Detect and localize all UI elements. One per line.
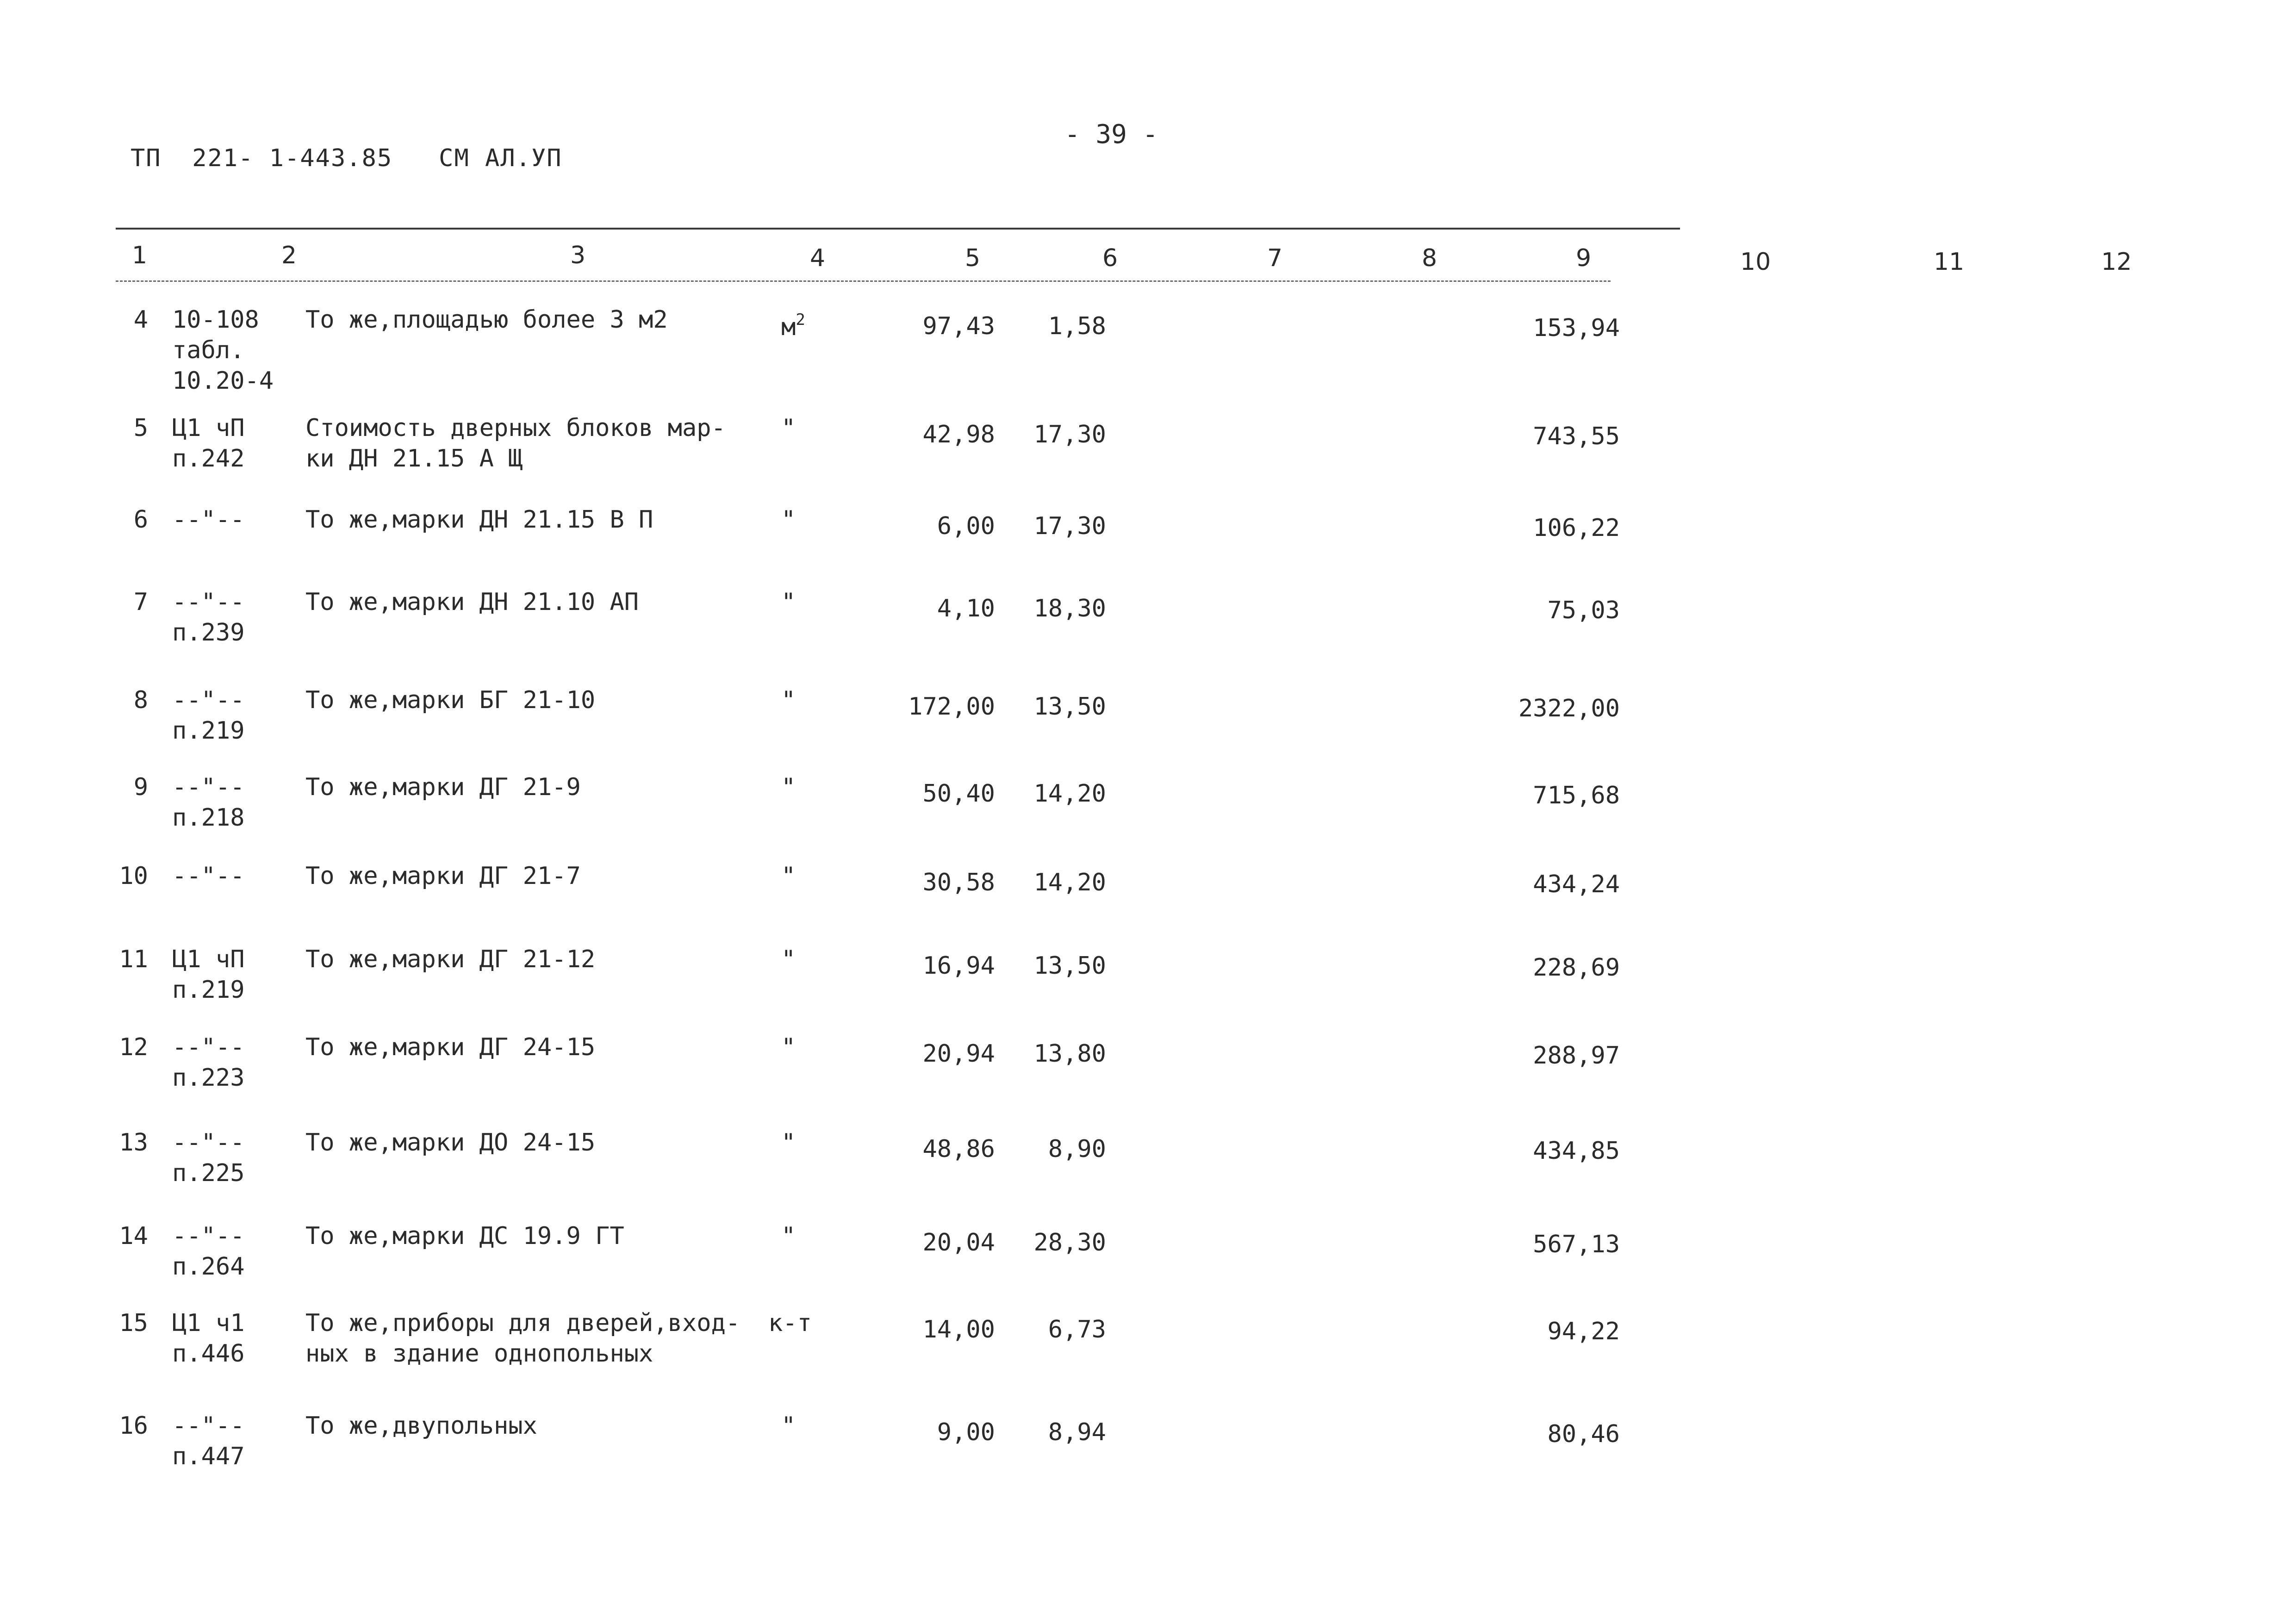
price-reference: --"-- bbox=[172, 1412, 245, 1440]
unit-text: " bbox=[781, 414, 796, 442]
price-reference: --"-- bbox=[172, 588, 245, 616]
unit-superscript: 2 bbox=[796, 311, 805, 329]
column-number: 10 bbox=[1740, 248, 1771, 276]
price-reference: --"-- bbox=[172, 773, 245, 801]
quantity: 16,94 bbox=[922, 952, 995, 980]
unit bbox=[781, 305, 805, 342]
unit-price: 1,58 bbox=[1048, 312, 1106, 340]
unit-text: к-т bbox=[768, 1309, 812, 1337]
price-reference: п.447 bbox=[172, 1443, 245, 1470]
unit-text: м bbox=[781, 313, 796, 341]
row-number: 5 bbox=[133, 414, 148, 442]
work-description: То же,марки ДН 21.15 В П bbox=[305, 506, 653, 534]
unit-price: 17,30 bbox=[1033, 421, 1106, 448]
unit-text: " bbox=[781, 686, 796, 714]
unit-text: " bbox=[781, 773, 796, 801]
unit-price: 13,50 bbox=[1033, 952, 1106, 980]
unit bbox=[781, 944, 796, 975]
total-cost: 434,24 bbox=[1533, 871, 1620, 898]
document-code: ТП 221- 1-443.85 СМ АЛ.УП bbox=[131, 144, 562, 172]
quantity: 9,00 bbox=[937, 1418, 995, 1446]
total-cost: 80,46 bbox=[1547, 1420, 1620, 1448]
total-cost: 153,94 bbox=[1533, 314, 1620, 342]
work-description: ки ДН 21.15 А Щ bbox=[305, 445, 523, 473]
work-description: Стоимость дверных блоков мар- bbox=[305, 414, 726, 442]
quantity: 42,98 bbox=[922, 421, 995, 448]
unit bbox=[768, 1308, 812, 1338]
unit-price: 14,20 bbox=[1033, 869, 1106, 896]
work-description: То же,марки БГ 21-10 bbox=[305, 686, 596, 714]
quantity: 30,58 bbox=[922, 869, 995, 896]
total-cost: 567,13 bbox=[1533, 1231, 1620, 1258]
unit-price: 14,20 bbox=[1033, 780, 1106, 808]
unit bbox=[781, 1127, 796, 1158]
column-number: 7 bbox=[1267, 244, 1283, 272]
price-reference: Ц1 чП bbox=[172, 945, 245, 973]
unit-text: " bbox=[781, 506, 796, 534]
unit bbox=[781, 587, 796, 617]
unit bbox=[781, 413, 796, 443]
work-description: То же,марки ДГ 21-12 bbox=[305, 945, 596, 973]
price-reference: --"-- bbox=[172, 862, 245, 890]
unit bbox=[781, 1032, 796, 1063]
work-description: То же,приборы для дверей,вход- bbox=[305, 1309, 740, 1337]
row-number: 7 bbox=[133, 588, 148, 616]
row-number: 10 bbox=[119, 862, 148, 890]
price-reference: п.219 bbox=[172, 976, 245, 1004]
column-number: 1 bbox=[132, 242, 148, 269]
price-reference: --"-- bbox=[172, 686, 245, 714]
row-number: 6 bbox=[133, 506, 148, 534]
row-number: 14 bbox=[119, 1222, 148, 1250]
unit-price: 8,90 bbox=[1048, 1135, 1106, 1163]
table-top-rule bbox=[116, 228, 1680, 230]
price-reference: табл. bbox=[172, 336, 245, 364]
quantity: 20,04 bbox=[922, 1229, 995, 1256]
row-number: 13 bbox=[119, 1129, 148, 1157]
price-reference: --"-- bbox=[172, 1222, 245, 1250]
price-reference: п.242 bbox=[172, 445, 245, 473]
total-cost: 743,55 bbox=[1533, 423, 1620, 450]
unit-price: 18,30 bbox=[1033, 595, 1106, 622]
unit-price: 8,94 bbox=[1048, 1418, 1106, 1446]
column-number: 9 bbox=[1576, 244, 1592, 272]
unit-price: 28,30 bbox=[1033, 1229, 1106, 1256]
total-cost: 94,22 bbox=[1547, 1318, 1620, 1345]
unit-text: " bbox=[781, 862, 796, 890]
price-reference: 10-108 bbox=[172, 306, 259, 334]
price-reference: п.218 bbox=[172, 804, 245, 832]
unit-text: " bbox=[781, 588, 796, 616]
row-number: 4 bbox=[133, 306, 148, 334]
column-number: 8 bbox=[1422, 244, 1437, 272]
work-description: То же,марки ДГ 21-9 bbox=[305, 773, 581, 801]
price-reference: п.264 bbox=[172, 1253, 245, 1281]
row-number: 16 bbox=[119, 1412, 148, 1440]
work-description: То же,марки ДН 21.10 АП bbox=[305, 588, 639, 616]
total-cost: 288,97 bbox=[1533, 1042, 1620, 1070]
unit-price: 17,30 bbox=[1033, 512, 1106, 540]
column-number: 12 bbox=[2101, 248, 2132, 276]
price-reference: --"-- bbox=[172, 506, 245, 534]
unit bbox=[781, 772, 796, 802]
price-reference: п.225 bbox=[172, 1159, 245, 1187]
row-number: 12 bbox=[119, 1033, 148, 1061]
quantity: 4,10 bbox=[937, 595, 995, 622]
quantity: 20,94 bbox=[922, 1040, 995, 1068]
price-reference: Ц1 ч1 bbox=[172, 1309, 245, 1337]
row-number: 11 bbox=[119, 945, 148, 973]
work-description: ных в здание однопольных bbox=[305, 1340, 653, 1368]
price-reference: п.446 bbox=[172, 1340, 245, 1368]
price-reference: 10.20-4 bbox=[172, 367, 274, 395]
total-cost: 228,69 bbox=[1533, 954, 1620, 982]
quantity: 6,00 bbox=[937, 512, 995, 540]
total-cost: 715,68 bbox=[1533, 782, 1620, 809]
work-description: То же,марки ДГ 21-7 bbox=[305, 862, 581, 890]
work-description: То же,марки ДГ 24-15 bbox=[305, 1033, 596, 1061]
header-bottom-rule bbox=[116, 280, 1611, 282]
price-reference: п.219 bbox=[172, 717, 245, 745]
quantity: 172,00 bbox=[908, 693, 995, 721]
column-number: 4 bbox=[810, 244, 826, 272]
work-description: То же,марки ДО 24-15 bbox=[305, 1129, 596, 1157]
unit-text: " bbox=[781, 1222, 796, 1250]
price-reference: Ц1 чП bbox=[172, 414, 245, 442]
quantity: 97,43 bbox=[922, 312, 995, 340]
total-cost: 75,03 bbox=[1547, 597, 1620, 624]
work-description: То же,двупольных bbox=[305, 1412, 537, 1440]
unit-text: " bbox=[781, 945, 796, 973]
quantity: 14,00 bbox=[922, 1316, 995, 1343]
total-cost: 106,22 bbox=[1533, 514, 1620, 542]
unit bbox=[781, 685, 796, 715]
price-reference: п.239 bbox=[172, 619, 245, 647]
price-reference: --"-- bbox=[172, 1129, 245, 1157]
price-reference: --"-- bbox=[172, 1033, 245, 1061]
row-number: 15 bbox=[119, 1309, 148, 1337]
unit-price: 13,80 bbox=[1033, 1040, 1106, 1068]
work-description: То же,площадью более 3 м2 bbox=[305, 306, 668, 334]
unit-text: " bbox=[781, 1033, 796, 1061]
total-cost: 2322,00 bbox=[1518, 695, 1620, 722]
row-number: 8 bbox=[133, 686, 148, 714]
price-reference: п.223 bbox=[172, 1064, 245, 1092]
unit bbox=[781, 1411, 796, 1441]
total-cost: 434,85 bbox=[1533, 1137, 1620, 1165]
work-description: То же,марки ДС 19.9 ГТ bbox=[305, 1222, 624, 1250]
page-number: - 39 - bbox=[1064, 119, 1158, 149]
column-number: 11 bbox=[1934, 248, 1965, 276]
column-number: 3 bbox=[570, 242, 586, 269]
unit-text: " bbox=[781, 1129, 796, 1157]
quantity: 48,86 bbox=[922, 1135, 995, 1163]
column-number: 6 bbox=[1102, 244, 1118, 272]
column-number: 5 bbox=[965, 244, 981, 272]
unit bbox=[781, 504, 796, 535]
unit-text: " bbox=[781, 1412, 796, 1440]
unit bbox=[781, 861, 796, 891]
quantity: 50,40 bbox=[922, 780, 995, 808]
unit bbox=[781, 1221, 796, 1251]
column-number: 2 bbox=[281, 242, 297, 269]
row-number: 9 bbox=[133, 773, 148, 801]
unit-price: 13,50 bbox=[1033, 693, 1106, 721]
unit-price: 6,73 bbox=[1048, 1316, 1106, 1343]
